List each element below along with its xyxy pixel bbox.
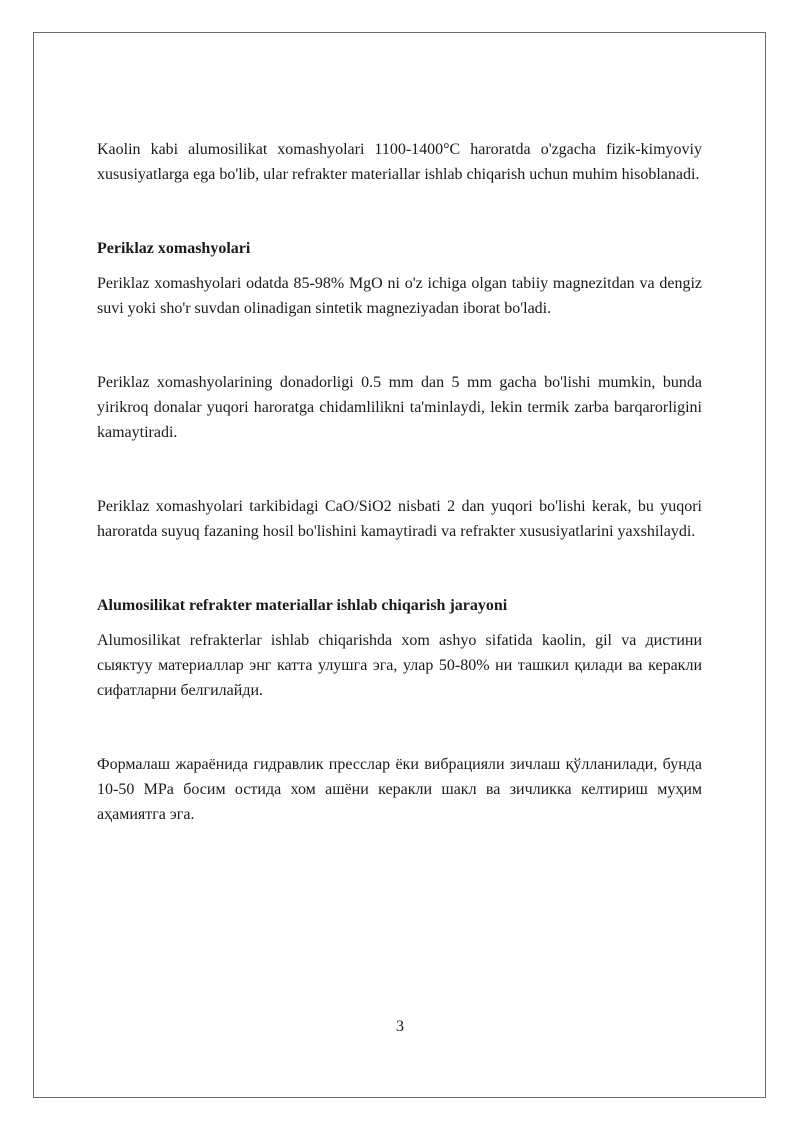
paragraph-periklaz-granularity: Periklaz xomashyolarining donadorligi 0.5 mm dan 5 mm gacha bo'lishi mumkin, bunda yirikroq donalar yuqori haroratga chidamlilikni ta'minlaydi, lekin termik zarba barqarorligini kamaytiradi.	[97, 374, 702, 441]
paragraph-raw-materials: Alumosilikat refrakterlar ishlab chiqarishda xom ashyo sifatida kaolin, gil va дистини сыяктуу материаллар энг катта улушга эга, улар 50-80% ни ташкил қилади ва керакли сифатларни белгилайди.	[97, 632, 702, 699]
document-body	[97, 137, 702, 827]
paragraph-kaolin: Kaolin kabi alumosilikat xomashyolari 1100-1400°C haroratda o'zgacha fizik-kimyoviy xususiyatlarga ega bo'lib, ular refrakter materiallar ishlab chiqarish uchun muhim hisoblanadi.	[97, 141, 702, 183]
heading-periklaz: Periklaz xomashyolari	[97, 240, 251, 257]
paragraph-forming: Формалаш жараёнида гидравлик пресслар ёки вибрацияли зичлаш қўлланилади, бунда 10-50 MPa босим остида хом ашёни керакли шакл ва зичликка келтириш муҳим аҳамиятга эга.	[97, 756, 702, 823]
paragraph-periklaz-ratio: Periklaz xomashyolari tarkibidagi CaO/SiO2 nisbati 2 dan yuqori bo'lishi kerak, bu yuqori haroratda suyuq fazaning hosil bo'lishini kamaytiradi va refrakter xususiyatlarini yaxshilaydi.	[97, 498, 702, 540]
heading-production-process: Alumosilikat refrakter materiallar ishlab chiqarish jarayoni	[97, 597, 508, 614]
page-number: 3	[396, 1018, 404, 1035]
paragraph-periklaz-composition: Periklaz xomashyolari odatda 85-98% MgO ni o'z ichiga olgan tabiiy magnezitdan va dengiz suvi yoki sho'r suvdan olinadigan sintetik magneziyadan iborat bo'ladi.	[97, 275, 702, 317]
